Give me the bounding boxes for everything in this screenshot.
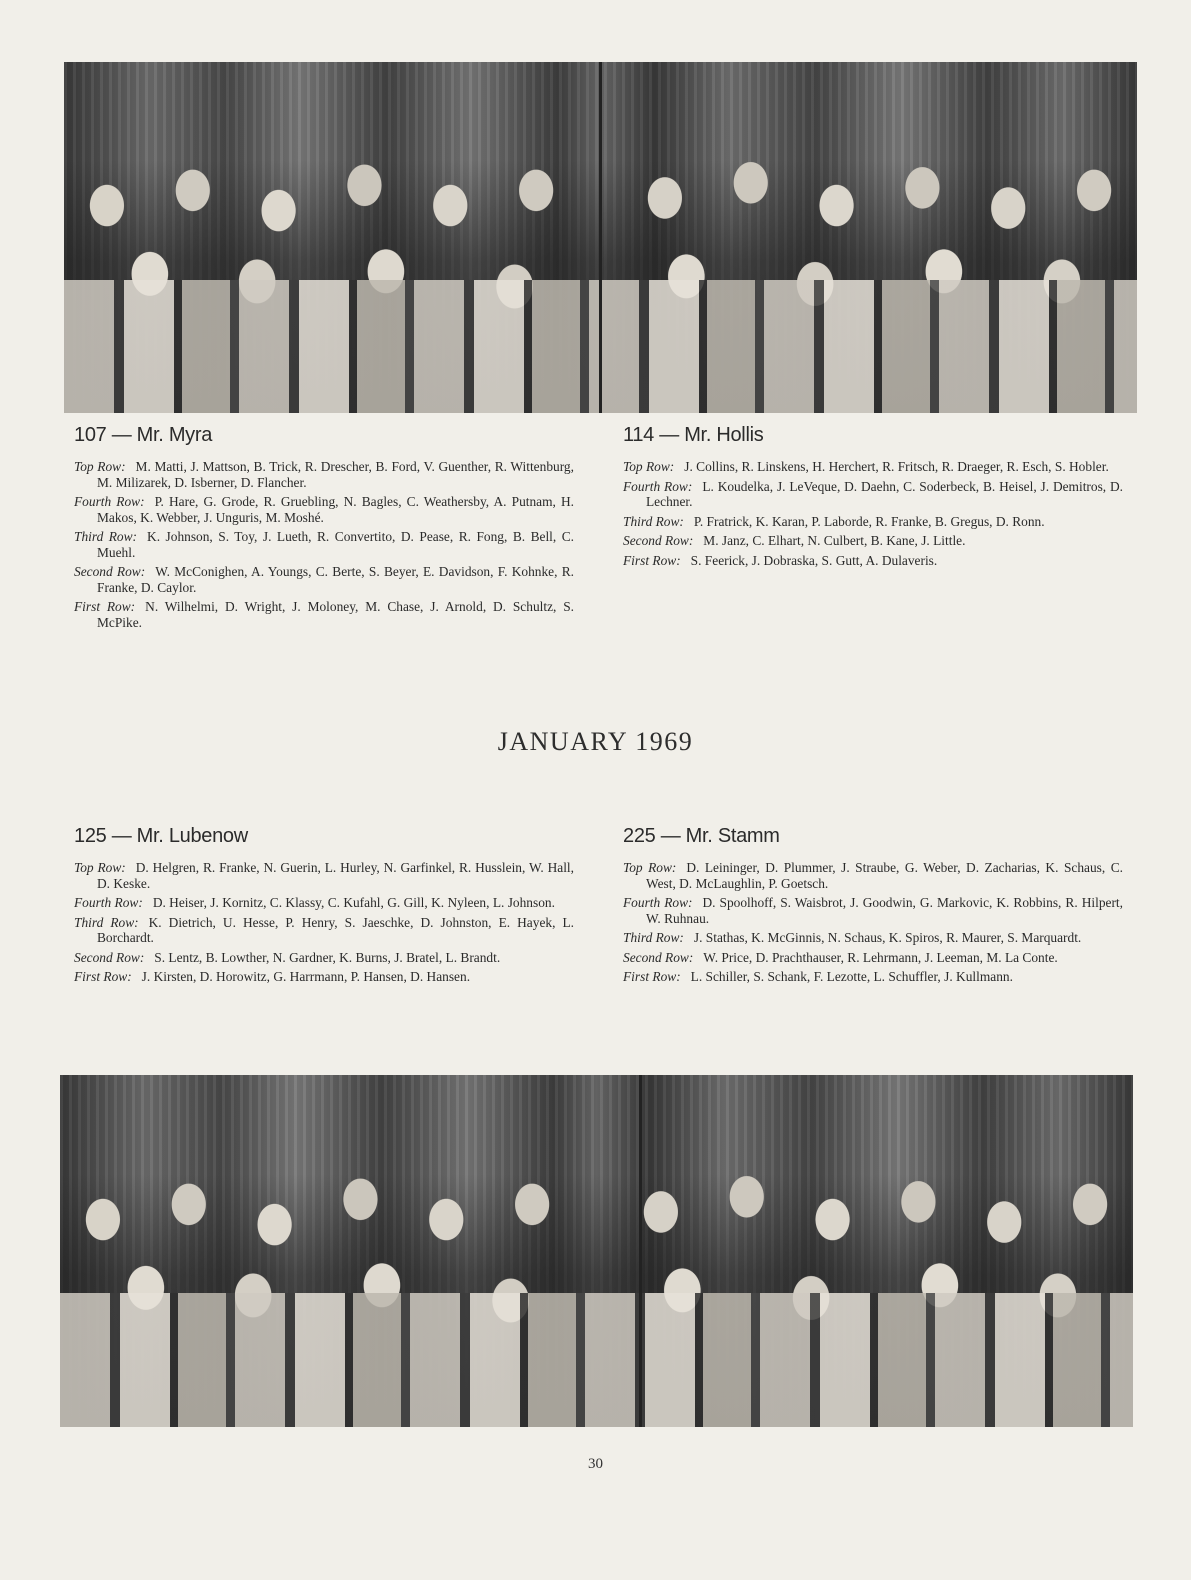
- roster-row: Second Row: S. Lentz, B. Lowther, N. Gardner, K. Burns, J. Bratel, L. Brandt.: [74, 949, 501, 965]
- caption-room-125: [74, 825, 574, 989]
- roster-row: First Row: L. Schiller, S. Schank, F. Lezotte, L. Schuffler, J. Kullmann.: [623, 969, 1013, 984]
- roster-row: First Row: S. Feerick, J. Dobraska, S. Gutt, A. Dulaveris.: [623, 552, 938, 568]
- photo-front-row: [60, 1293, 1133, 1427]
- roster-row: Fourth Row: D. Spoolhoff, S. Waisbrot, J. Goodwin, G. Markovic, K. Robbins, R. Hilpert, W. Ruhnau.: [623, 895, 1123, 926]
- roster-row: First Row: N. Wilhelmi, D. Wright, J. Moloney, M. Chase, J. Arnold, D. Schultz, S. McPike.: [74, 599, 575, 630]
- roster-row: Fourth Row: L. Koudelka, J. LeVeque, D. Daehn, C. Soderbeck, B. Heisel, J. Demitros, D. Lechner.: [623, 478, 1123, 509]
- roster-row: Second Row: W. McConighen, A. Youngs, C. Berte, S. Beyer, E. Davidson, F. Kohnke, R. Franke, D. Caylor.: [74, 564, 575, 595]
- roster-row: Top Row: D. Helgren, R. Franke, N. Guerin, L. Hurley, N. Garfinkel, R. Husslein, W. Hall, D. Keske.: [74, 860, 574, 891]
- photo-seam: [639, 1075, 642, 1427]
- roster-row: Top Row: M. Matti, J. Mattson, B. Trick, R. Drescher, B. Ford, V. Guenther, R. Wittenburg, M. Milizarek, D. Isberner, D. Flancher.: [74, 459, 574, 490]
- roster-row: Third Row: P. Fratrick, K. Karan, P. Laborde, R. Franke, B. Gregus, D. Ronn.: [623, 513, 1045, 529]
- roster-row: Top Row: J. Collins, R. Linskens, H. Herchert, R. Fritsch, R. Draeger, R. Esch, S. Hobler.: [623, 459, 1109, 474]
- caption-room-114: [623, 424, 1123, 572]
- page-number: 30: [588, 1456, 603, 1472]
- roster-row: Third Row: K. Johnson, S. Toy, J. Lueth, R. Convertito, D. Pease, R. Fong, B. Bell, C. Muehl.: [74, 529, 575, 560]
- page-heading: JANUARY 1969: [497, 727, 694, 756]
- row-list: [74, 860, 574, 985]
- section-title: 114 — Mr. Hollis: [623, 424, 764, 446]
- roster-row: Fourth Row: D. Heiser, J. Kornitz, C. Klassy, C. Kufahl, G. Gill, K. Nyleen, L. Johnson.: [74, 895, 555, 910]
- caption-room-107: [74, 424, 574, 634]
- caption-room-225: [623, 825, 1123, 989]
- roster-row: Third Row: K. Dietrich, U. Hesse, P. Henry, S. Jaeschke, D. Johnston, E. Hayek, L. Borchardt.: [74, 914, 574, 945]
- row-list: [623, 459, 1123, 568]
- class-photo-top: [64, 62, 1137, 413]
- roster-row: Second Row: W. Price, D. Prachthauser, R. Lehrmann, J. Leeman, M. La Conte.: [623, 949, 1058, 965]
- roster-row: Second Row: M. Janz, C. Elhart, N. Culbert, B. Kane, J. Little.: [623, 533, 966, 548]
- section-title: 107 — Mr. Myra: [74, 424, 213, 446]
- section-title: 125 — Mr. Lubenow: [74, 825, 248, 847]
- row-list: [623, 860, 1123, 985]
- row-list: [74, 459, 574, 630]
- roster-row: Fourth Row: P. Hare, G. Grode, R. Gruebling, N. Bagles, C. Weathersby, A. Putnam, H. Makos, K. Webber, J. Unguris, M. Moshé.: [74, 494, 575, 525]
- photo-seam: [599, 62, 602, 413]
- section-title: 225 — Mr. Stamm: [623, 825, 780, 847]
- class-photo-bottom: [60, 1075, 1133, 1427]
- roster-row: First Row: J. Kirsten, D. Horowitz, G. Harrmann, P. Hansen, D. Hansen.: [74, 969, 471, 984]
- roster-row: Third Row: J. Stathas, K. McGinnis, N. Schaus, K. Spiros, R. Maurer, S. Marquardt.: [623, 930, 1082, 945]
- roster-row: Top Row: D. Leininger, D. Plummer, J. Straube, G. Weber, D. Zacharias, K. Schaus, C. West, D. McLaughlin, P. Goetsch.: [623, 860, 1123, 891]
